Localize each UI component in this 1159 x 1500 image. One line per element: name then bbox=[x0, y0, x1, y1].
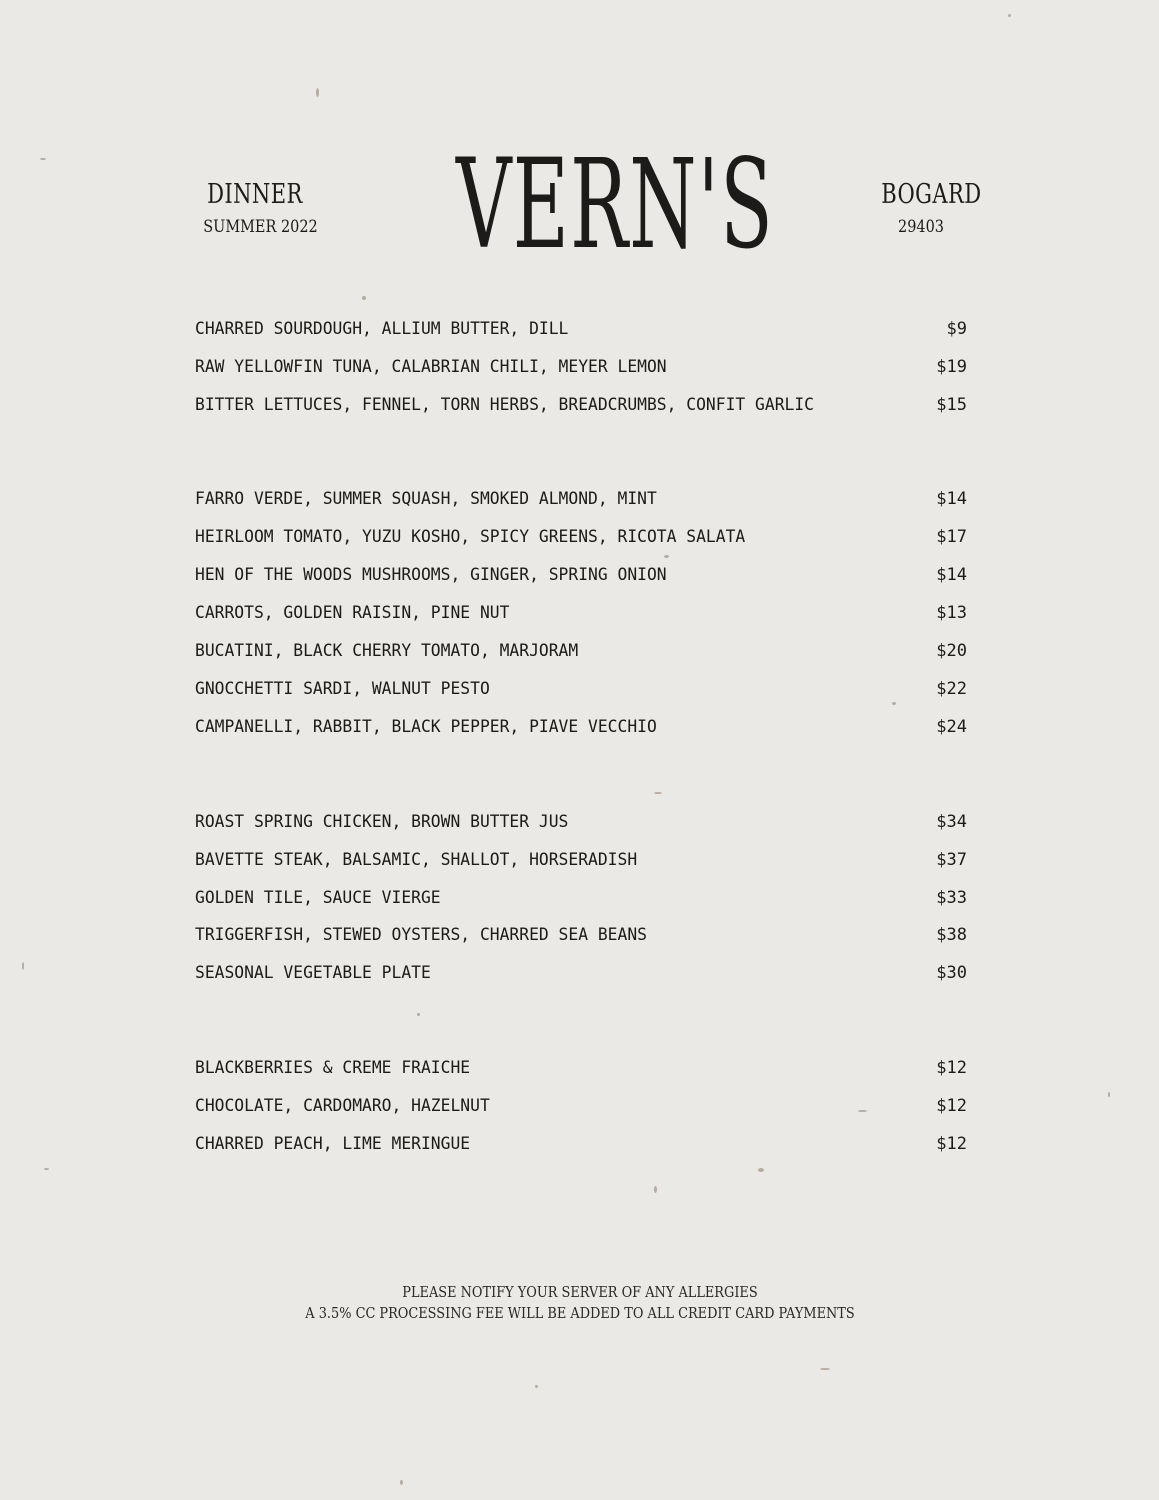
item-name: BUCATINI, BLACK CHERRY TOMATO, MARJORAM bbox=[195, 641, 579, 661]
menu-item bbox=[195, 1094, 967, 1118]
item-name: CHARRED PEACH, LIME MERINGUE bbox=[195, 1134, 471, 1154]
menu-item bbox=[195, 848, 967, 872]
item-name: HEIRLOOM TOMATO, YUZU KOSHO, SPICY GREENS, RICOTA SALATA bbox=[195, 527, 746, 547]
menu-item bbox=[195, 715, 967, 739]
item-price: $24 bbox=[936, 717, 967, 737]
menu-meta-right bbox=[870, 178, 982, 240]
item-price: $9 bbox=[946, 319, 967, 339]
item-price: $38 bbox=[936, 925, 967, 945]
item-name: BLACKBERRIES & CREME FRAICHE bbox=[195, 1058, 471, 1078]
item-price: $12 bbox=[936, 1134, 967, 1154]
item-price: $12 bbox=[936, 1096, 967, 1116]
item-price: $14 bbox=[936, 565, 967, 585]
item-price: $33 bbox=[936, 888, 967, 908]
allergy-notice: PLEASE NOTIFY YOUR SERVER OF ANY ALLERGIES bbox=[402, 1283, 758, 1301]
menu-item bbox=[195, 1056, 967, 1080]
meal-title: DINNER bbox=[207, 179, 303, 210]
season-label: SUMMER 2022 bbox=[203, 217, 318, 237]
item-price: $13 bbox=[936, 603, 967, 623]
item-name: GNOCCHETTI SARDI, WALNUT PESTO bbox=[195, 679, 490, 699]
item-price: $22 bbox=[936, 679, 967, 699]
item-price: $17 bbox=[936, 527, 967, 547]
item-name: BITTER LETTUCES, FENNEL, TORN HERBS, BREADCRUMBS, CONFIT GARLIC bbox=[195, 395, 815, 415]
item-price: $14 bbox=[936, 489, 967, 509]
menu-item bbox=[195, 487, 967, 511]
item-price: $20 bbox=[936, 641, 967, 661]
menu-item bbox=[195, 393, 967, 417]
item-price: $15 bbox=[936, 395, 967, 415]
restaurant-logo: VERN'S bbox=[456, 133, 775, 277]
item-price: $34 bbox=[936, 812, 967, 832]
item-name: CAMPANELLI, RABBIT, BLACK PEPPER, PIAVE VECCHIO bbox=[195, 717, 657, 737]
cc-fee-notice: A 3.5% CC PROCESSING FEE WILL BE ADDED TO ALL CREDIT CARD PAYMENTS bbox=[305, 1304, 855, 1322]
menu-item bbox=[195, 886, 967, 910]
item-name: CHARRED SOURDOUGH, ALLIUM BUTTER, DILL bbox=[195, 319, 569, 339]
item-name: CHOCOLATE, CARDOMARO, HAZELNUT bbox=[195, 1096, 490, 1116]
menu-item bbox=[195, 563, 967, 587]
menu-footer bbox=[230, 1282, 930, 1324]
menu-item bbox=[195, 601, 967, 625]
item-name: BAVETTE STEAK, BALSAMIC, SHALLOT, HORSERADISH bbox=[195, 850, 638, 870]
item-price: $30 bbox=[936, 963, 967, 983]
menu-meta-left bbox=[195, 178, 318, 240]
item-name: CARROTS, GOLDEN RAISIN, PINE NUT bbox=[195, 603, 510, 623]
item-price: $19 bbox=[936, 357, 967, 377]
item-price: $37 bbox=[936, 850, 967, 870]
item-name: TRIGGERFISH, STEWED OYSTERS, CHARRED SEA BEANS bbox=[195, 925, 647, 945]
item-name: SEASONAL VEGETABLE PLATE bbox=[195, 963, 431, 983]
menu-item bbox=[195, 639, 967, 663]
menu-item bbox=[195, 317, 967, 341]
zip-code: 29403 bbox=[898, 217, 944, 237]
menu-item bbox=[195, 923, 967, 947]
menu-item bbox=[195, 961, 967, 985]
menu-item bbox=[195, 810, 967, 834]
location-name: BOGARD bbox=[881, 179, 982, 210]
menu-item bbox=[195, 1132, 967, 1156]
item-name: ROAST SPRING CHICKEN, BROWN BUTTER JUS bbox=[195, 812, 569, 832]
menu-item bbox=[195, 677, 967, 701]
menu-item bbox=[195, 355, 967, 379]
item-price: $12 bbox=[936, 1058, 967, 1078]
item-name: RAW YELLOWFIN TUNA, CALABRIAN CHILI, MEYER LEMON bbox=[195, 357, 667, 377]
menu-item bbox=[195, 525, 967, 549]
item-name: GOLDEN TILE, SAUCE VIERGE bbox=[195, 888, 441, 908]
item-name: HEN OF THE WOODS MUSHROOMS, GINGER, SPRING ONION bbox=[195, 565, 667, 585]
item-name: FARRO VERDE, SUMMER SQUASH, SMOKED ALMOND, MINT bbox=[195, 489, 657, 509]
